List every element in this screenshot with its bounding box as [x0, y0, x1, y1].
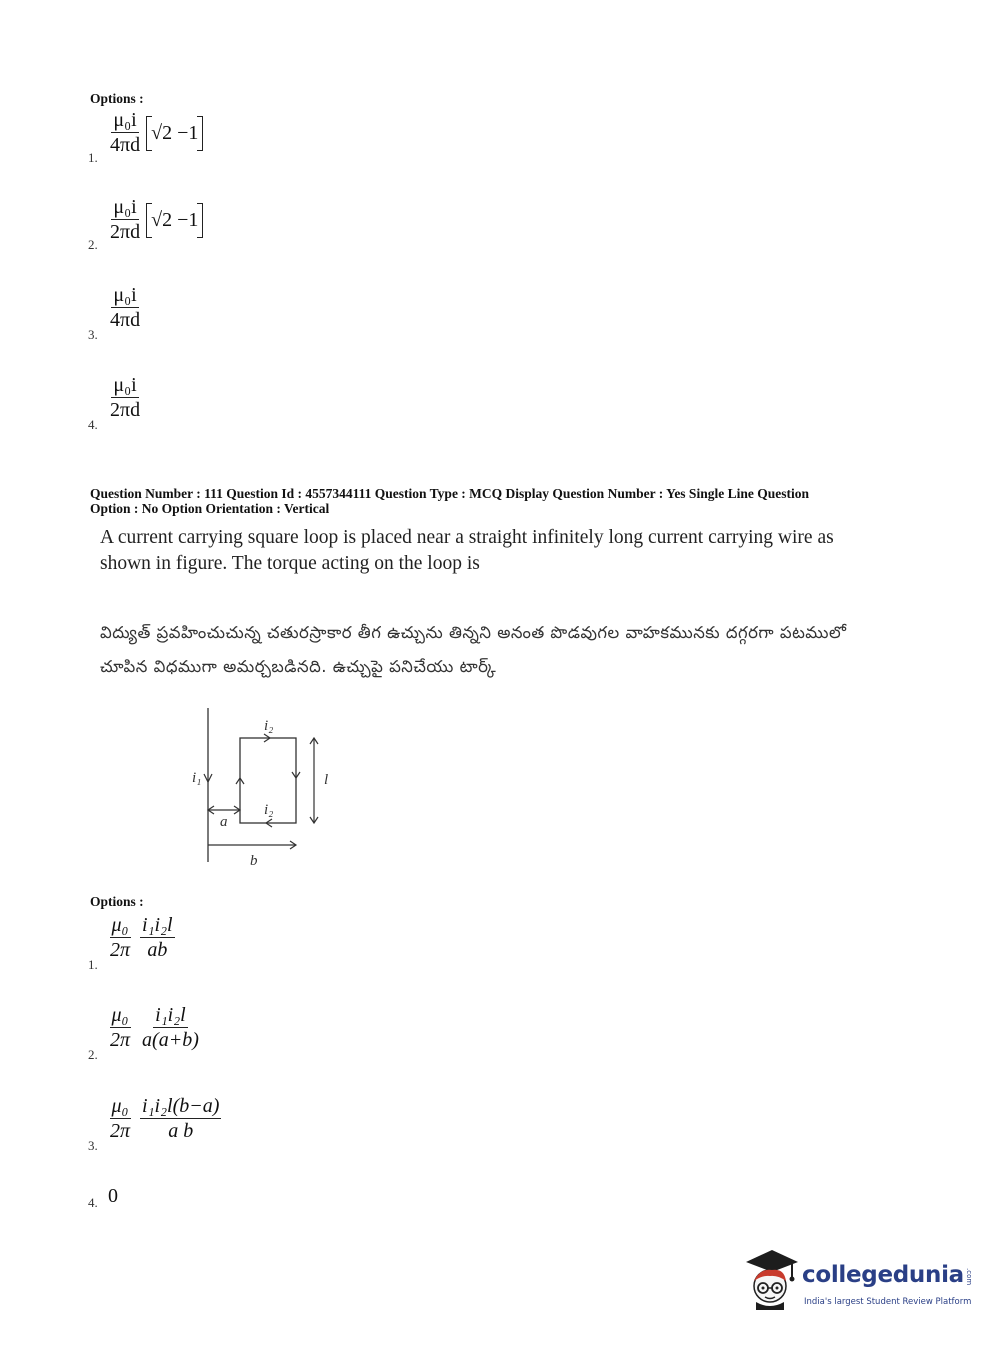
bracket-expression: √2 −1 — [146, 203, 203, 238]
prev-options-label: Options : — [90, 91, 144, 106]
label-i2-top: i₂ — [264, 718, 274, 734]
coefficient-fraction: $\frac{\text{μ₀}}{2\pi}$ — [110, 914, 131, 961]
coefficient-fraction: $\frac{\text{μ₀}}{2\pi}$ — [110, 1095, 131, 1142]
option-number: 3. — [88, 327, 98, 342]
option-number: 1. — [88, 957, 98, 972]
fraction: $\frac{\text{μ₀i}}{2\pi d}$ — [110, 196, 141, 243]
question-text-english: A current carrying square loop is placed near a straight infinitely long current carrying wire as shown in figure. The torque acting on the loop is — [100, 527, 834, 574]
label-i1: i₁ — [192, 770, 202, 786]
option-value: 0 — [108, 1185, 118, 1207]
expression-fraction: $\frac{\text{i₁i₂l}}{a(a+b)}$ — [142, 1004, 199, 1051]
option-number: 4. — [88, 417, 98, 432]
question-text-telugu: విద్యుత్ ప్రవహించుచున్న చతురస్రాకార తీగ ఉచ్చును తిన్నని అనంత పొడవుగల వాహకమునకు దగ్గరగా పటములో చూపిన విధముగా అమర్చబడినది. ఉచ్చుపై పనిచేయు టార్క్ — [100, 623, 847, 676]
option-number: 2. — [88, 237, 98, 252]
label-i2-bottom: i₂ — [264, 802, 274, 818]
collegedunia-logo[interactable] — [742, 1248, 972, 1314]
option-number: 4. — [88, 1195, 98, 1210]
coefficient-fraction: $\frac{\text{μ₀}}{2\pi}$ — [110, 1004, 131, 1051]
expression-fraction: $\frac{\text{i₁i₂l}}{ab}$ — [142, 914, 173, 961]
option-number: 3. — [88, 1138, 98, 1153]
expression-fraction: $\frac{\text{i₁i₂l(b−a)}}{\text{a b}}$ — [142, 1095, 220, 1142]
label-a: a — [220, 814, 228, 830]
label-b: b — [250, 853, 258, 869]
fraction: $\frac{\text{μ₀i}}{4\pi d}$ — [110, 284, 141, 331]
options-label: Options : — [90, 894, 144, 909]
logo-suffix: .com — [964, 1268, 973, 1286]
option-number: 1. — [88, 150, 98, 165]
question-figure — [180, 700, 340, 875]
option-number: 2. — [88, 1047, 98, 1062]
question-meta — [90, 486, 890, 516]
bracket-expression: √2 −1 — [146, 116, 203, 151]
fraction: $\frac{\text{μ₀i}}{4\pi d}$ — [110, 109, 141, 156]
mascot-icon — [742, 1248, 802, 1310]
fraction: $\frac{\text{μ₀i}}{2\pi d}$ — [110, 374, 141, 421]
logo-tagline: India's largest Student Review Platform — [804, 1297, 972, 1307]
loop-wire-diagram — [180, 700, 340, 875]
question-meta-line-1: Question Number : 111 Question Id : 4557344111 Question Type : MCQ Display Question Number : Yes Single Line Question — [90, 486, 809, 501]
question-meta-line-2: Option : No Option Orientation : Vertical — [90, 501, 330, 516]
label-l: l — [324, 772, 329, 788]
logo-name: collegedunia — [802, 1262, 964, 1288]
